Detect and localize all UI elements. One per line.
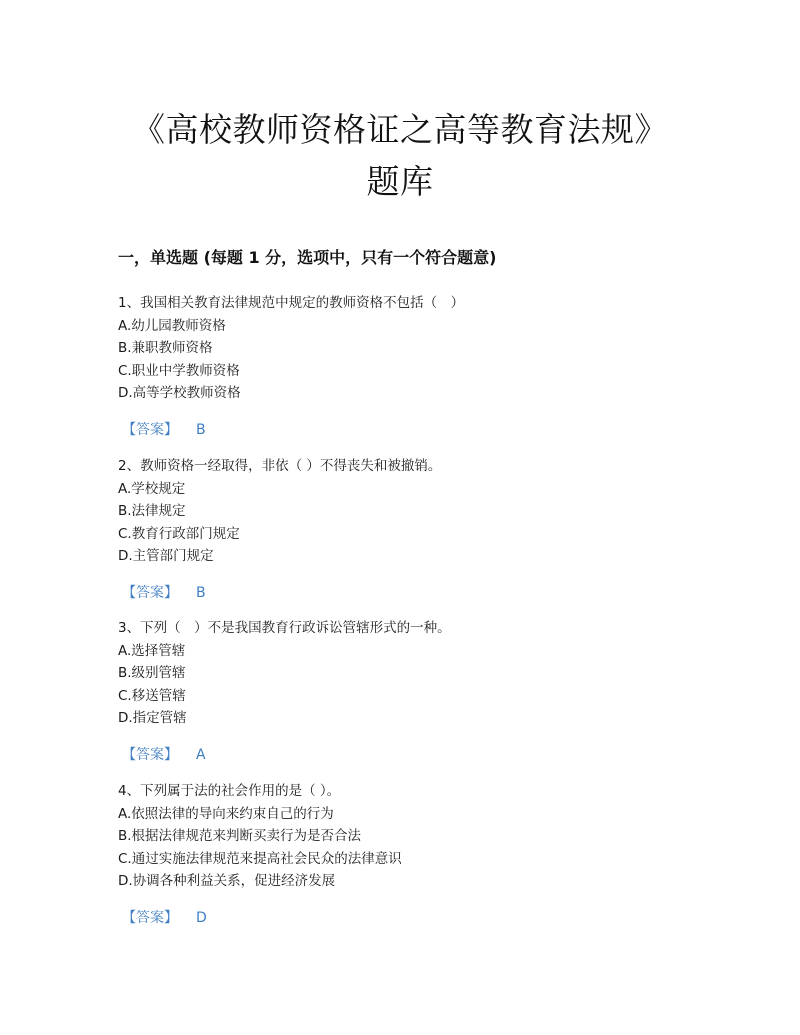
option-d: D.主管部门规定 xyxy=(118,548,214,564)
document-title-line-2: 题库 xyxy=(366,162,434,201)
question-stem: 2、教师资格一经取得，非依（ ）不得丧失和被撤销。 xyxy=(118,458,442,474)
option-b: B.法律规定 xyxy=(118,503,186,519)
question-2 xyxy=(118,455,718,604)
section-heading: 一，单选题 (每题 1 分，选项中，只有一个符合题意) xyxy=(118,248,497,267)
question-3 xyxy=(118,617,718,766)
question-1 xyxy=(118,292,718,441)
answer-label: 【答案】 xyxy=(122,421,178,438)
answer-label: 【答案】 xyxy=(122,746,178,763)
answer-line xyxy=(118,907,718,929)
document-title-line-1: 《高校教师资格证之高等教育法规》 xyxy=(132,110,668,149)
answer-label: 【答案】 xyxy=(122,584,178,601)
option-c: C.移送管辖 xyxy=(118,687,186,704)
answer-value: A xyxy=(196,746,206,763)
option-d: D.指定管辖 xyxy=(118,710,187,726)
question-stem: 3、下列（ ）不是我国教育行政诉讼管辖形式的一种。 xyxy=(118,620,451,636)
answer-value: B xyxy=(196,421,206,438)
option-a: A.学校规定 xyxy=(118,480,186,497)
question-stem: 1、我国相关教育法律规范中规定的教师资格不包括（ ） xyxy=(118,295,465,311)
option-b: B.兼职教师资格 xyxy=(118,340,213,356)
option-b: B.级别管辖 xyxy=(118,665,186,681)
answer-line xyxy=(118,744,718,766)
answer-line xyxy=(118,582,718,604)
option-a: A.选择管辖 xyxy=(118,642,186,659)
option-d: D.高等学校教师资格 xyxy=(118,385,241,401)
answer-label: 【答案】 xyxy=(122,909,178,926)
option-c: C.职业中学教师资格 xyxy=(118,362,240,379)
question-4 xyxy=(118,780,718,929)
option-b: B.根据法律规范来判断买卖行为是否合法 xyxy=(118,828,362,844)
answer-value: D xyxy=(196,909,207,926)
option-c: C.教育行政部门规定 xyxy=(118,525,240,542)
option-d: D.协调各种利益关系，促进经济发展 xyxy=(118,873,336,889)
answer-line xyxy=(118,419,718,441)
option-a: A.依照法律的导向来约束自己的行为 xyxy=(118,805,334,822)
answer-value: B xyxy=(196,584,206,601)
option-c: C.通过实施法律规范来提高社会民众的法律意识 xyxy=(118,850,402,867)
question-stem: 4、下列属于法的社会作用的是（ ）。 xyxy=(118,783,341,799)
option-a: A.幼儿园教师资格 xyxy=(118,317,226,334)
